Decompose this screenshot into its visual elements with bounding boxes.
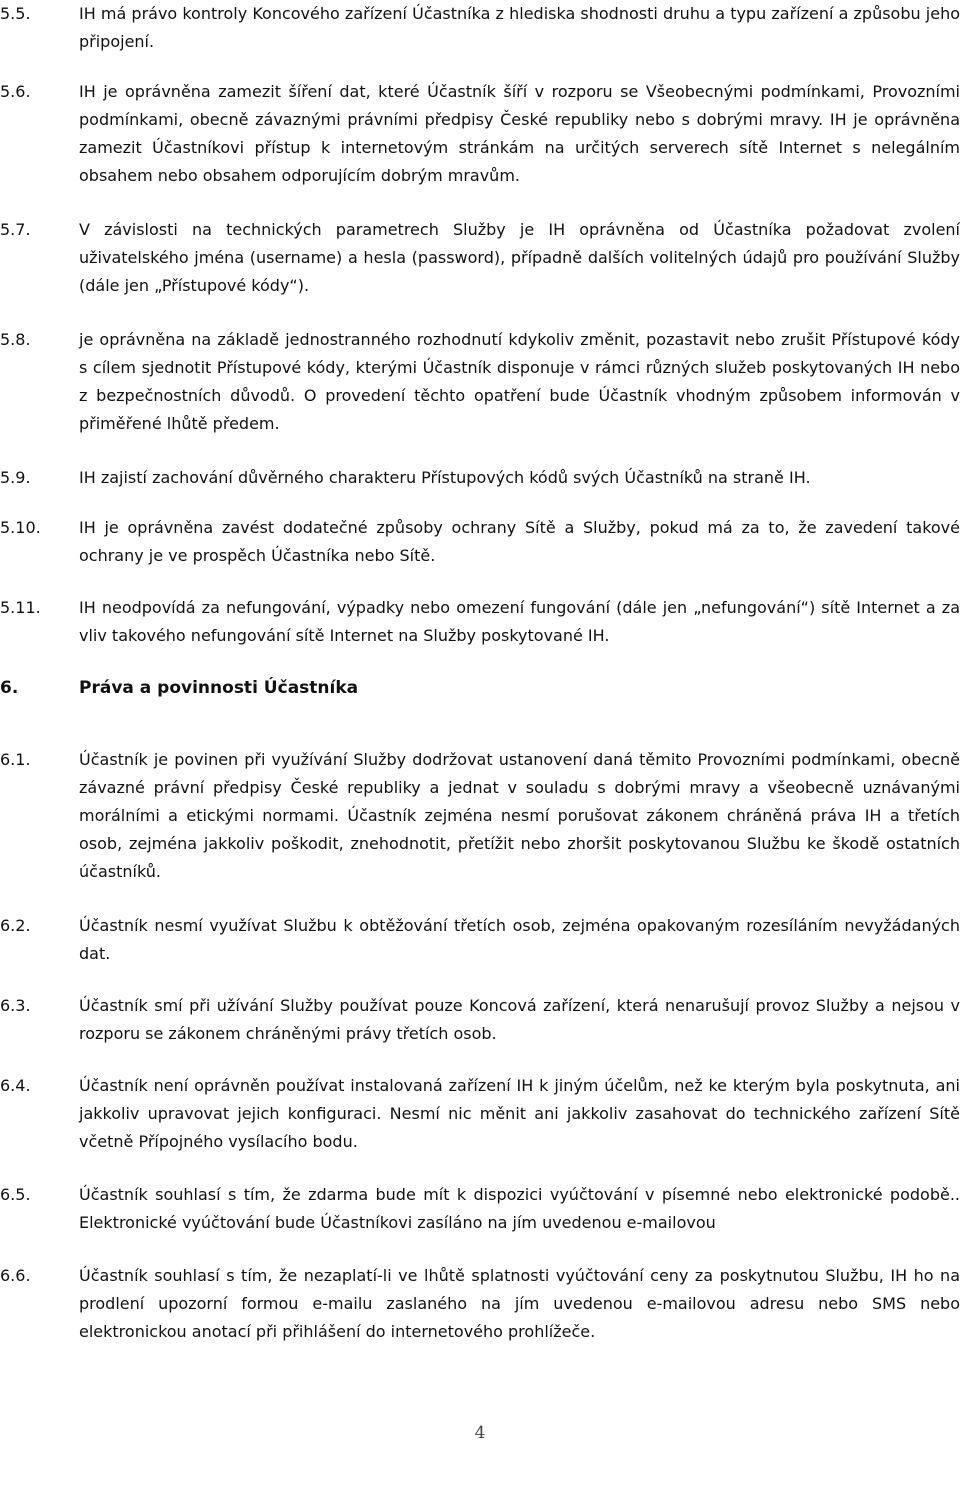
clause-text: Účastník smí při užívání Služby používat pouze Koncová zařízení, která nenarušují provoz Služby a nejsou v rozporu se zákonem chráněnými právy třetích osob. (79, 996, 960, 1043)
clause-text: Účastník je povinen při využívání Služby dodržovat ustanovení daná těmito Provozními podmínkami, obecně závazné právní předpisy České republiky a jednat v souladu s dobrými mravy a všeobecně uznávanými morálními a etickými normami. Účastník zejména nesmí porušovat zákonem chráněná práva IH a třetích osob, zejména jakkoliv poškodit, znehodnotit, přetížit nebo zhoršit poskytovanou Službu ke škodě ostatních účastníků. (79, 750, 960, 881)
section-number: 6. (0, 678, 19, 698)
clause-number: 5.11. (0, 598, 41, 617)
clause-text: Účastník není oprávněn používat instalovaná zařízení IH k jiným účelům, než ke kterým byla poskytnuta, ani jakkoliv upravovat jejich konfiguraci. Nesmí nic měnit ani jakkoliv zasahovat do technického zařízení Sítě včetně Přípojného vysílacího bodu. (79, 1076, 960, 1151)
clause-text: Účastník nesmí využívat Službu k obtěžování třetích osob, zejména opakovaným rozesíláním nevyžádaných dat. (79, 916, 960, 963)
clause-text: IH je oprávněna zavést dodatečné způsoby ochrany Sítě a Služby, pokud má za to, že zavedení takové ochrany je ve prospěch Účastníka nebo Sítě. (79, 518, 960, 565)
clause-text: Účastník souhlasí s tím, že nezaplatí-li ve lhůtě splatnosti vyúčtování ceny za poskytnutou Službu, IH ho na prodlení upozorní formou e-mailu zaslaného na jím uvedenou e-mailovou adresu nebo SMS nebo elektronickou anotací při přihlášení do internetového prohlížeče. (79, 1266, 960, 1341)
clause-text: IH neodpovídá za nefungování, výpadky nebo omezení fungování (dále jen „nefungování“) sítě Internet a za vliv takového nefungování sítě Internet na Služby poskytované IH. (79, 598, 960, 645)
clause-number: 5.9. (0, 468, 31, 487)
clause-text: V závislosti na technických parametrech Služby je IH oprávněna od Účastníka požadovat zvolení uživatelského jména (username) a hesla (password), případně dalších volitelných údajů pro používání Služby (dále jen „Přístupové kódy“). (79, 220, 960, 295)
clause-number: 5.5. (0, 4, 31, 23)
clause-number: 6.3. (0, 996, 31, 1015)
clause-number: 6.6. (0, 1266, 31, 1285)
clause-number: 5.7. (0, 220, 31, 239)
clause-text: IH je oprávněna zamezit šíření dat, které Účastník šíří v rozporu se Všeobecnými podmínkami, Provozními podmínkami, obecně závaznými právními předpisy České republiky nebo s dobrými mravy. IH je oprávněna zamezit Účastníkovi přístup k internetovým stránkám na určitých serverech sítě Internet s nelegálním obsahem nebo obsahem odporujícím dobrým mravům. (79, 82, 960, 185)
clause-number: 6.5. (0, 1185, 31, 1204)
clause-text: IH má právo kontroly Koncového zařízení Účastníka z hlediska shodnosti druhu a typu zařízení a způsobu jeho připojení. (79, 4, 960, 51)
clause-number: 6.2. (0, 916, 31, 935)
clause-text: IH zajistí zachování důvěrného charakteru Přístupových kódů svých Účastníků na straně IH. (79, 468, 811, 487)
clause-text: je oprávněna na základě jednostranného rozhodnutí kdykoliv změnit, pozastavit nebo zrušit Přístupové kódy s cílem sjednotit Přístupové kódy, kterými Účastník disponuje v rámci různých služeb poskytovaných IH nebo z bezpečnostních důvodů. O provedení těchto opatření bude Účastník vhodným způsobem informován v přiměřené lhůtě předem. (79, 330, 960, 433)
clause-number: 5.6. (0, 82, 31, 101)
clause-number: 6.4. (0, 1076, 31, 1095)
clause-number: 6.1. (0, 750, 31, 769)
section-title: Práva a povinnosti Účastníka (79, 678, 359, 698)
clause-number: 5.10. (0, 518, 41, 537)
page-number: 4 (474, 1423, 486, 1443)
clause-text: Účastník souhlasí s tím, že zdarma bude mít k dispozici vyúčtování v písemné nebo elektronické podobě.. Elektronické vyúčtování bude Účastníkovi zasíláno na jím uvedenou e-mailovou (79, 1185, 960, 1232)
clause-number: 5.8. (0, 330, 31, 349)
